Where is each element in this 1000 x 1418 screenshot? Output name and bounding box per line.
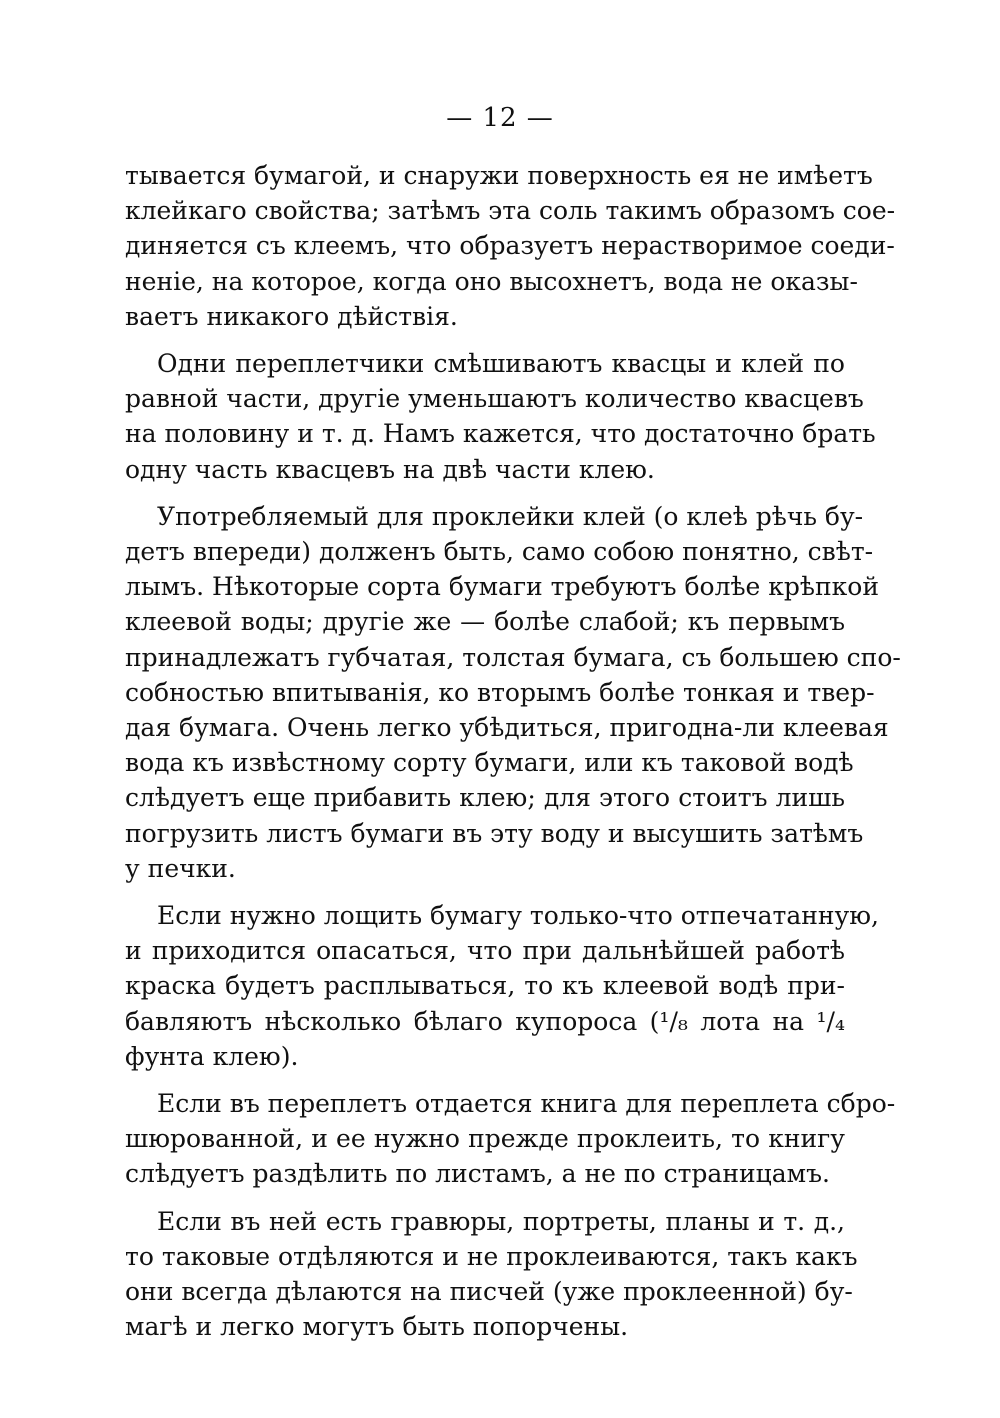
text-line: слѣдуетъ еще прибавить клею; для этого стоитъ лишь: [125, 783, 845, 813]
text-line: клеевой воды; другіе же — болѣе слабой; къ первымъ: [125, 607, 845, 637]
text-line: дая бумага. Очень легко убѣдиться, пригодна-ли клеевая: [125, 713, 889, 743]
text-line: диняется съ клеемъ, что образуетъ нерастворимое соеди-: [125, 231, 895, 261]
text-line: бавляютъ нѣсколько бѣлаго купороса (¹/₈ лота на ¹/₄: [125, 1006, 845, 1036]
text-line: ваетъ никакого дѣйствія.: [125, 301, 458, 331]
page-number: — 12 —: [446, 103, 554, 133]
text-line: клейкаго свойства; затѣмъ эта соль такимъ образомъ сое-: [125, 196, 896, 226]
paragraph: [125, 346, 876, 487]
text-line: Если въ переплетъ отдается книга для переплета сбро-: [157, 1089, 896, 1119]
text-line: слѣдуетъ раздѣлить по листамъ, а не по страницамъ.: [125, 1159, 830, 1189]
paragraph: [125, 499, 901, 886]
text-line: Если нужно лощить бумагу только-что отпечатанную,: [157, 901, 879, 931]
text-line: вода къ извѣстному сорту бумаги, или къ таковой водѣ: [125, 748, 854, 778]
paragraph: [125, 158, 896, 334]
text-line: собностью впитыванія, ко вторымъ болѣе тонкая и твер-: [125, 677, 875, 707]
text-line: краска будетъ расплываться, то къ клеевой водѣ при-: [125, 971, 845, 1001]
text-line: шюрованной, и ее нужно прежде проклеить, то книгу: [125, 1124, 845, 1154]
text-line: Употребляемый для проклейки клей (о клеѣ рѣчь бу-: [157, 501, 864, 531]
text-line: они всегда дѣлаются на писчей (уже проклеенной) бу-: [125, 1277, 853, 1307]
paragraph: [125, 1086, 896, 1192]
text-line: лымъ. Нѣкоторые сорта бумаги требуютъ болѣе крѣпкой: [125, 572, 880, 602]
text-line: Одни переплетчики смѣшиваютъ квасцы и клей по: [157, 349, 845, 379]
text-line: то таковые отдѣляются и не проклеиваются, такъ какъ: [125, 1241, 858, 1271]
text-line: принадлежатъ губчатая, толстая бумага, съ большею спо-: [125, 642, 901, 672]
text-line: детъ впереди) долженъ быть, само собою понятно, свѣт-: [125, 537, 874, 567]
text-line: и приходится опасаться, что при дальнѣйшей работѣ: [125, 936, 845, 966]
text-line: фунта клею).: [125, 1041, 299, 1071]
text-line: равной части, другіе уменьшаютъ количество квасцевъ: [125, 384, 864, 414]
text-line: Если въ ней есть гравюры, портреты, планы и т. д.,: [157, 1206, 845, 1236]
text-line: магѣ и легко могутъ быть попорчены.: [125, 1312, 629, 1342]
paragraph: [125, 898, 879, 1074]
body-text: [125, 158, 901, 1357]
paragraph: [125, 1204, 858, 1345]
text-line: тывается бумагой, и снаружи поверхность ея не имѣетъ: [125, 161, 873, 190]
text-line: неніе, на которое, когда оно высохнетъ, вода не оказы-: [125, 266, 858, 296]
text-line: на половину и т. д. Намъ кажется, что достаточно брать: [125, 419, 876, 449]
text-line: у печки.: [125, 853, 236, 883]
text-line: погрузить листъ бумаги въ эту воду и высушить затѣмъ: [125, 818, 864, 848]
text-line: одну часть квасцевъ на двѣ части клею.: [125, 454, 655, 484]
